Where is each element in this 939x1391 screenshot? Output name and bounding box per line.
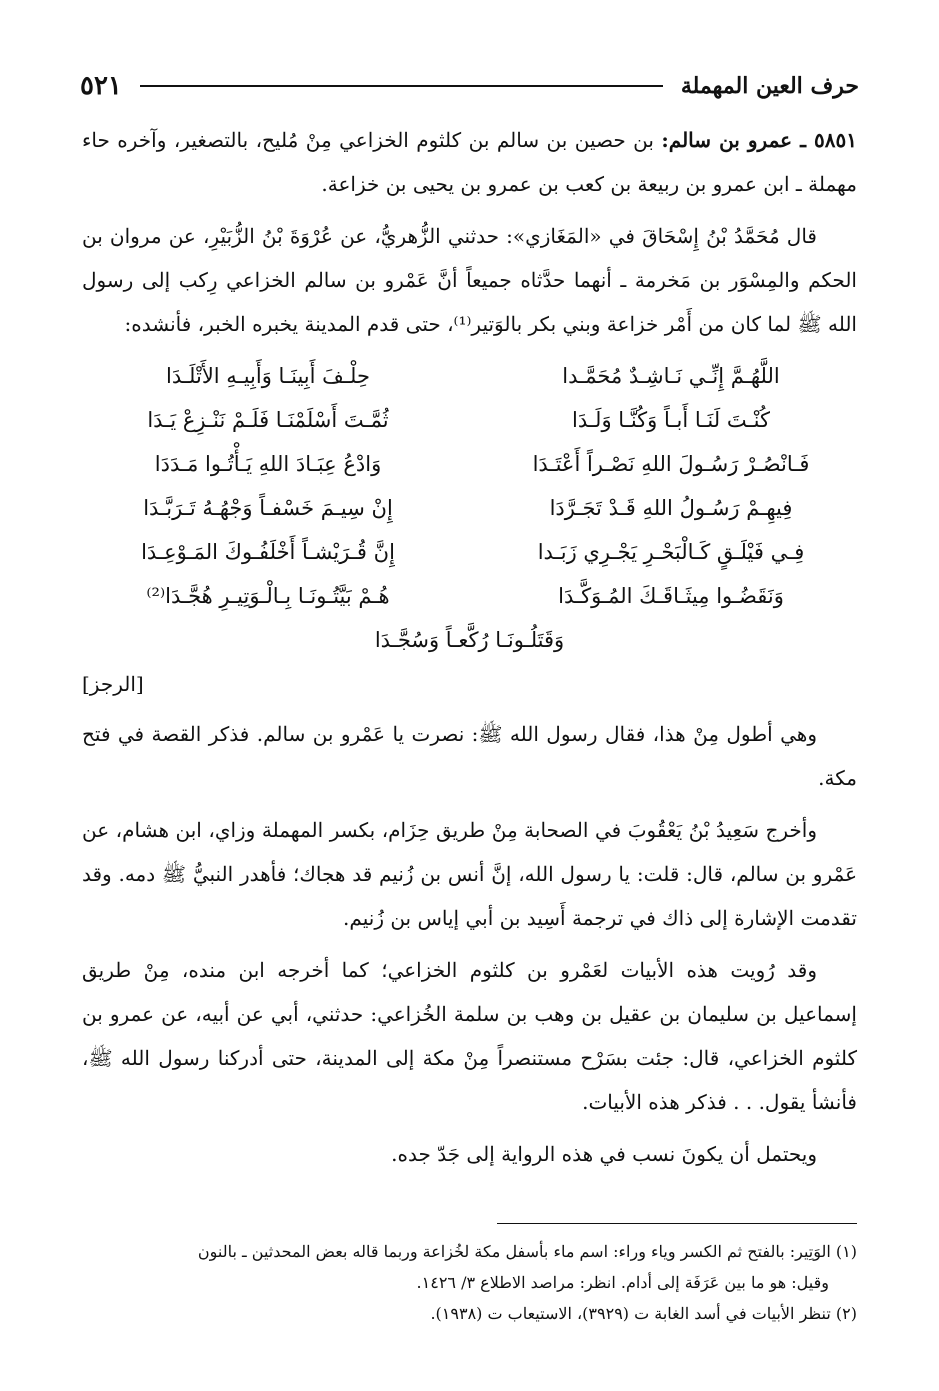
poem-verse [82, 530, 857, 574]
running-title: حرف العين المهملة [680, 73, 859, 99]
entry-line-2: وآخره حاء مهملة ـ ابن عمرو بن ربيعة بن كعب بن عمرو بن يحيى بن خزاعة. [82, 128, 857, 196]
verse-first-hemistich: فِـي فَيْلَـقٍ كَـالْبَحْـرِ يَجْـرِي زَبَـدا [537, 540, 805, 564]
footnote-1: (١) الوَتِير: بالفتح ثم الكسر وياء وراء: اسم ماء بأسفل مكة لخُزاعة وربما قاله بعض المحدثين ـ بالنون [197, 1242, 857, 1261]
poem-verse [82, 354, 857, 398]
verse-first-hemistich: فَـانْصُـرْ رَسُـولَ اللهِ نَصْـراً أَعْتَـدَا [532, 452, 810, 476]
entry-line-1: بن حصين بن سالم بن كلثوم الخزاعي مِنْ مُليح، بالتصغير، [173, 128, 654, 152]
verse-first-hemistich: اللَّهُـمَّ إِنِّـي نَـاشِـدٌ مُحَمَّـدا [562, 364, 780, 388]
header-rule [140, 85, 663, 87]
verse-second-hemistich: إِنْ سِيـمَ خَسْفـاً وَجْهُـهُ تَـرَبَّـدَا [143, 496, 393, 520]
verse-first-hemistich: فِيهِـمْ رَسُـولُ اللهِ قَـدْ تَجَـرَّدَا [549, 496, 793, 520]
paragraph-ibn-ishaq: قال مُحَمَّدُ بْنُ إِسْحَاقَ في «المَغَازي»: حدثني الزُّهريُّ، عن عُرْوَةَ بْنُ الزُّبَيْرِ، عن مروان بن الحكم والمِسْوَر بن مَخرمة ـ أنهما حدَّثاه جميعاً أنَّ عَمْرو بن سالم الخزاعي رِكب إلى رسول الله ﷺ لما كان من أَمْر خزاعة وبني بكر بالوَتير⁽¹⁾، حتى قدم المدينة يخبره الخبر، فأنشده: [82, 224, 857, 336]
verse-second-hemistich: حِلْـفَ أَبِينَـا وَأَبِيـهِ الأَتْلَـدَا [166, 364, 370, 388]
entry-paragraph [82, 118, 857, 206]
verse-first-hemistich: كُنْـتَ لَنَـا أَبـاً وَكُنَّـا وَلَـدَا [572, 408, 770, 432]
paragraph-said-ibn-yaqub: وأخرج سَعِيدُ بْنُ يَعْقُوبَ في الصحابة مِنْ طريق حِزَام، بكسر المهملة وزاي، ابن هشام، عن عَمْرو بن سالم، قال: قلت: يا رسول الله، إنَّ أنس بن زُنيم قد هجاك؛ فأهدر النبيُّ ﷺ دمه. وقد تقدمت الإشارة إلى ذاك في ترجمة أَسِيد بن أبي إياس بن زُنيم. [82, 818, 857, 930]
poem [82, 354, 857, 706]
poem-meter-label: [الرجز] [82, 672, 144, 696]
verse-second-hemistich: وَادْعُ عِبَـادَ اللهِ يَـأْتُـوا مَـدَدَا [154, 452, 382, 476]
paragraph-ibn-mandah: وقد رُويت هذه الأبيات لعَمْرو بن كلثوم الخزاعي؛ كما أخرجه ابن منده، مِنْ طريق إسماعيل بن سليمان بن عقيل بن وهب بن سلمة الخُزاعي: حدثني، أبي عن أبيه، عن عمرو بن كلثوم الخزاعي، قال: جئت بسَرْح مستنصراً مِنْ مكة إلى المدينة، حتى أدركنا رسول الله ﷺ، فأنشأ يقول. . . فذكر هذه الأبيات. [82, 958, 857, 1114]
verse-second-hemistich: إِنَّ قُـرَيْشـاً أَخْلَفُـوكَ المَـوْعِـدَا [141, 540, 395, 564]
poem-verse [82, 574, 857, 618]
page-number: ٥٢١ [80, 71, 122, 101]
main-text [82, 118, 857, 1184]
entry-heading: ٥٨٥١ ـ عمرو بن سالم: [661, 128, 857, 152]
verse-second-hemistich: هُـمْ بَيَّتُـونَـا بِـالْـوَتِيـرِ هُجَّـدَا⁽²⁾ [146, 584, 390, 608]
poem-verse [82, 398, 857, 442]
footnote-2: (٢) تنظر الأبيات في أسد الغابة ت (٣٩٢٩)، الاستيعاب ت (١٩٣٨). [430, 1304, 857, 1323]
paragraph-prophet-reply: وهي أطول مِنْ هذا، فقال رسول الله ﷺ: نصرت يا عَمْرو بن سالم. فذكر القصة في فتح مكة. [82, 722, 857, 790]
verse-second-hemistich: ثُمَّـتَ أَسْلَمْنَـا فَلَـمْ نَنْـزِعْ يَـدَا [147, 408, 389, 432]
poem-verse [82, 442, 857, 486]
page-header [80, 66, 859, 106]
paragraph-conclusion: ويحتمل أن يكونَ نسب في هذه الرواية إلى جَدّ جده. [391, 1142, 817, 1166]
poem-verse [82, 486, 857, 530]
footnote-divider [497, 1223, 857, 1224]
footnotes [82, 1236, 857, 1329]
footnote-1-continuation: وقيل: هو ما بين عَرَفَة إلى أدام. انظر: مراصد الاطلاع ٣/ ١٤٢٦. [416, 1273, 829, 1292]
poem-final-hemistich: وَقَتَلُـونَـا رُكَّعـاً وَسُجَّـدَا [374, 628, 565, 652]
verse-first-hemistich: وَنَقَضُـوا مِيثَـاقَـكَ المُـوَكَّـدَا [558, 584, 784, 608]
